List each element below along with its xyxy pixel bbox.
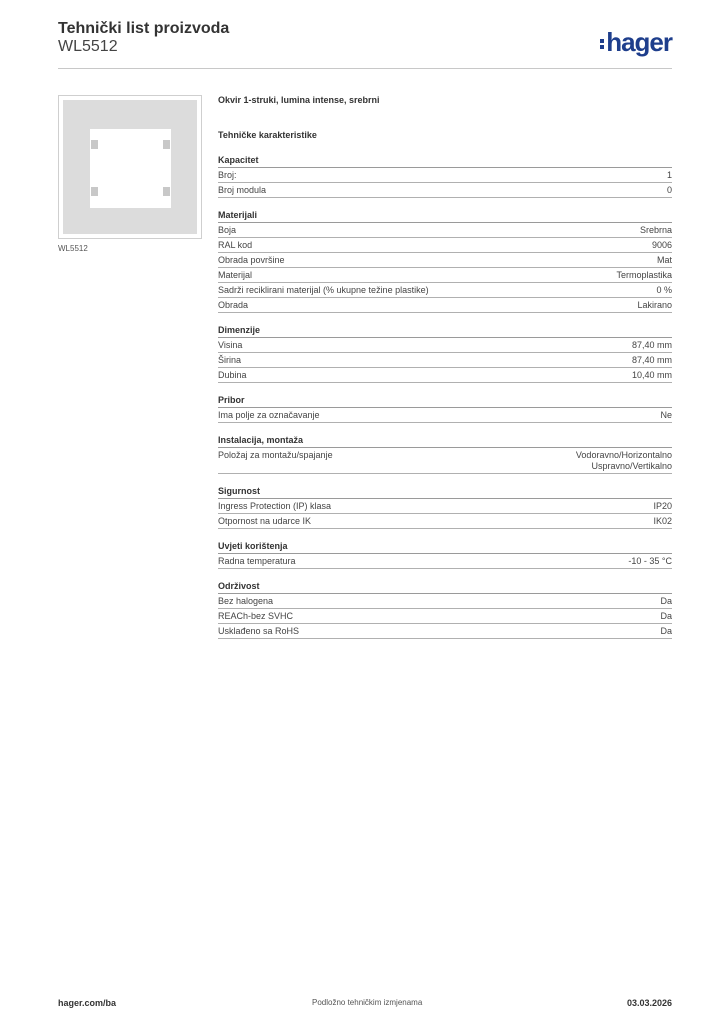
spec-value [640, 225, 672, 236]
frame-clip [91, 187, 98, 196]
spec-section [218, 395, 672, 423]
spec-label: Ima polje za označavanje [218, 410, 320, 420]
spec-value [576, 450, 672, 472]
spec-value [667, 170, 672, 181]
spec-value [616, 270, 672, 281]
spec-row [218, 554, 672, 569]
spec-label: Dubina [218, 370, 247, 380]
spec-row [218, 338, 672, 353]
spec-value-line: 10,40 mm [631, 370, 672, 380]
section-heading: Održivost [218, 581, 672, 594]
spec-row [218, 408, 672, 423]
spec-value [656, 285, 672, 296]
section-heading: Dimenzije [218, 325, 672, 338]
spec-section [218, 435, 672, 474]
spec-label: Radna temperatura [218, 556, 296, 566]
spec-label: Broj modula [218, 185, 267, 195]
spec-label: Ingress Protection (IP) klasa [218, 501, 332, 511]
spec-row [218, 268, 672, 283]
spec-label: REACh-bez SVHC [218, 611, 294, 621]
spec-value [660, 626, 672, 637]
spec-section [218, 210, 672, 313]
logo-dots-icon [600, 37, 604, 51]
spec-label: Usklađeno sa RoHS [218, 626, 300, 636]
spec-value-line: IK02 [653, 516, 672, 526]
spec-value-line: Da [660, 626, 672, 636]
spec-row [218, 448, 672, 474]
section-heading: Kapacitet [218, 155, 672, 168]
frame-opening [90, 129, 171, 208]
logo-text: hager [606, 27, 672, 57]
spec-row [218, 223, 672, 238]
spec-value [632, 340, 672, 351]
spec-row [218, 514, 672, 529]
spec-label: Materijal [218, 270, 253, 280]
spec-section [218, 155, 672, 198]
product-title: Okvir 1-struki, lumina intense, srebrni [218, 95, 380, 105]
footer-website: hager.com/ba [58, 998, 117, 1008]
spec-value [667, 185, 672, 196]
document-title: Tehnički list proizvoda [58, 20, 230, 37]
spec-value [632, 355, 672, 366]
spec-value [660, 410, 672, 421]
section-heading: Instalacija, montaža [218, 435, 672, 448]
spec-row [218, 624, 672, 639]
spec-label: Položaj za montažu/spajanje [218, 450, 333, 460]
spec-value-line: 1 [666, 170, 672, 180]
spec-value [660, 611, 672, 622]
spec-section [218, 541, 672, 569]
spec-value [653, 516, 672, 527]
spec-value [628, 556, 672, 567]
spec-value-line: IP20 [653, 501, 672, 511]
spec-row [218, 238, 672, 253]
spec-row [218, 298, 672, 313]
spec-label: Bez halogena [218, 596, 274, 606]
hager-logo [600, 27, 672, 58]
spec-row [218, 253, 672, 268]
frame-illustration [63, 100, 197, 234]
spec-value-line: 0 [666, 185, 672, 195]
spec-value-line: 0 % [656, 285, 672, 295]
spec-value-line: Srebrna [639, 225, 672, 235]
spec-row [218, 499, 672, 514]
section-heading: Materijali [218, 210, 672, 223]
spec-value-line: -10 - 35 °C [628, 556, 672, 566]
spec-label: Obrada [218, 300, 249, 310]
frame-clip [163, 140, 170, 149]
spec-row [218, 594, 672, 609]
spec-value-line: Uspravno/Vertikalno [591, 461, 672, 471]
spec-label: Obrada površine [218, 255, 285, 265]
spec-label: RAL kod [218, 240, 253, 250]
spec-label: Širina [218, 355, 242, 365]
spec-section [218, 486, 672, 529]
spec-value [652, 240, 672, 251]
spec-value [653, 501, 672, 512]
spec-value-line: 9006 [651, 240, 672, 250]
spec-value-line: Lakirano [637, 300, 672, 310]
spec-value [657, 255, 672, 266]
section-heading: Sigurnost [218, 486, 672, 499]
spec-row [218, 168, 672, 183]
frame-clip [91, 140, 98, 149]
spec-row [218, 183, 672, 198]
spec-row [218, 609, 672, 624]
spec-value-line: Ne [660, 410, 672, 420]
spec-label: Otpornost na udarce IK [218, 516, 312, 526]
spec-label: Boja [218, 225, 237, 235]
spec-label: Visina [218, 340, 243, 350]
header-divider [58, 68, 672, 69]
spec-row [218, 353, 672, 368]
section-heading: Uvjeti korištenja [218, 541, 672, 554]
spec-section [218, 581, 672, 639]
footer-note: Podložno tehničkim izmjenama [312, 998, 423, 1007]
spec-row [218, 283, 672, 298]
spec-value-line: 87,40 mm [631, 355, 672, 365]
spec-value-line: Termoplastika [616, 270, 672, 280]
spec-row [218, 368, 672, 383]
footer-date: 03.03.2026 [626, 998, 672, 1008]
spec-value [660, 596, 672, 607]
spec-value [637, 300, 672, 311]
section-heading: Pribor [218, 395, 672, 408]
spec-value [632, 370, 672, 381]
image-caption: WL5512 [58, 244, 88, 253]
product-code: WL5512 [58, 38, 118, 55]
spec-value-line: 87,40 mm [631, 340, 672, 350]
product-image [58, 95, 202, 239]
spec-content [218, 95, 672, 639]
spec-label: Broj: [218, 170, 237, 180]
spec-section [218, 325, 672, 383]
spec-value-line: Da [660, 596, 672, 606]
spec-value-line: Vodoravno/Horizontalno [575, 450, 672, 460]
spec-value-line: Da [660, 611, 672, 621]
spec-sections [218, 155, 672, 639]
tech-heading: Tehničke karakteristike [218, 130, 317, 140]
frame-clip [163, 187, 170, 196]
spec-label: Sadrži reciklirani materijal (% ukupne težine plastike) [218, 285, 429, 295]
spec-value-line: Mat [656, 255, 672, 265]
